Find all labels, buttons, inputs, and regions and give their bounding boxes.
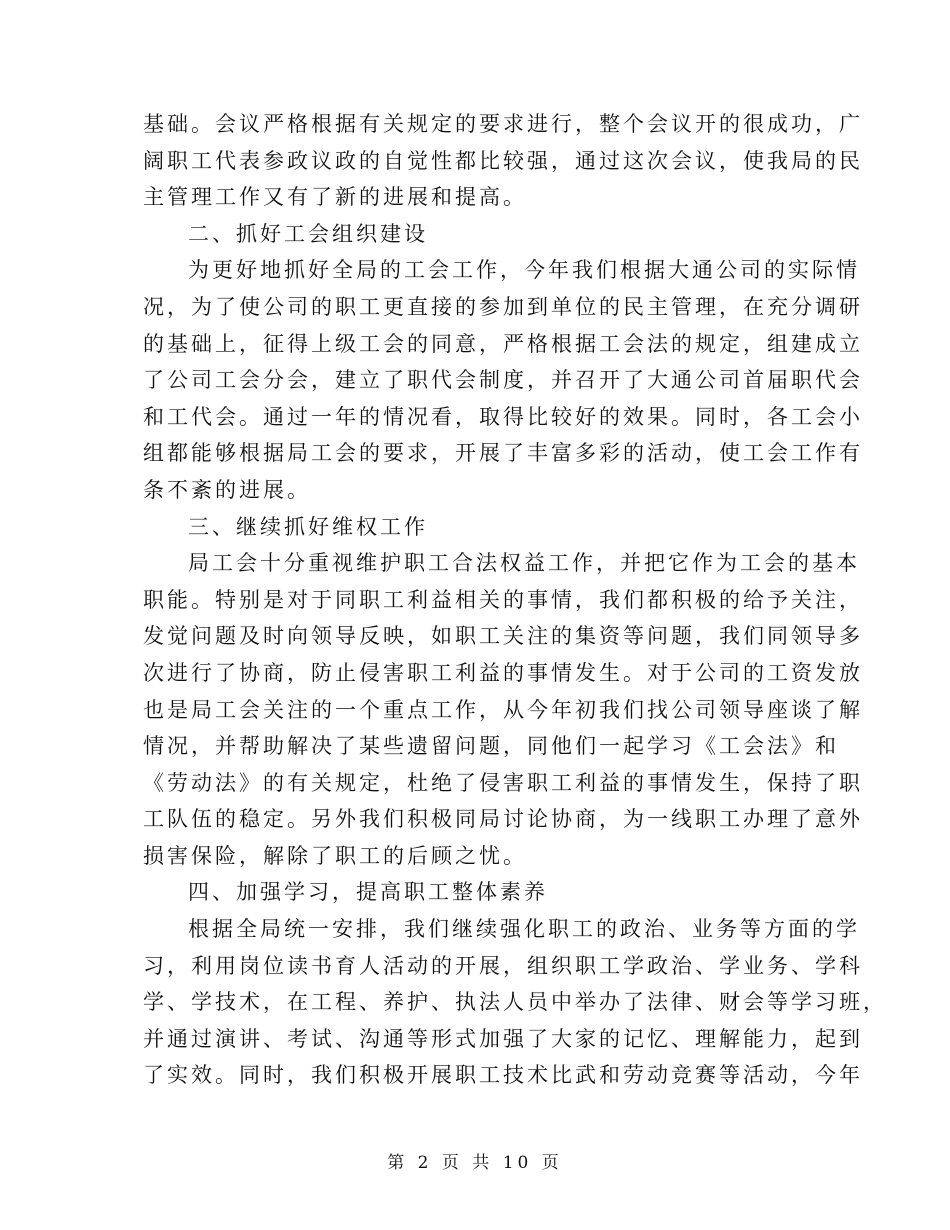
paragraph-line: 组都能够根据局工会的要求，开展了丰富多彩的活动，使工会工作有	[143, 441, 863, 466]
paragraph-line: 情况，并帮助解决了某些遗留问题，同他们一起学习《工会法》和	[143, 734, 839, 759]
paragraph-line: 了公司工会分会，建立了职代会制度，并召开了大通公司首届职代会	[143, 368, 863, 393]
paragraph-line: 条不紊的进展。	[143, 477, 311, 502]
paragraph-line-indented: 为更好地抓好全局的工会工作，今年我们根据大通公司的实际情	[188, 258, 860, 283]
paragraph-line: 次进行了协商，防止侵害职工利益的事情发生。对于公司的工资发放	[143, 660, 863, 685]
paragraph-line: 也是局工会关注的一个重点工作，从今年初我们找公司领导座谈了解	[143, 697, 863, 722]
paragraph-line: 学、学技术，在工程、养护、执法人员中举办了法律、财会等学习班，	[143, 990, 887, 1015]
paragraph-line: 工队伍的稳定。另外我们积极同局讨论协商，为一线职工办理了意外	[143, 807, 863, 832]
paragraph-line: 阔职工代表参政议政的自觉性都比较强，通过这次会议，使我局的民	[143, 148, 863, 173]
paragraph-line: 损害保险，解除了职工的后顾之忧。	[143, 843, 527, 868]
paragraph-line: 并通过演讲、考试、沟通等形式加强了大家的记忆、理解能力，起到	[143, 1026, 863, 1051]
paragraph-line: 《劳动法》的有关规定，杜绝了侵害职工利益的事情发生，保持了职	[143, 770, 863, 795]
paragraph-line: 发觉问题及时向领导反映，如职工关注的集资等问题，我们同领导多	[143, 624, 863, 649]
document-body	[143, 106, 887, 1094]
paragraph-line-indented: 局工会十分重视维护职工合法权益工作，并把它作为工会的基本	[188, 551, 860, 576]
paragraph-line: 习，利用岗位读书育人活动的开展，组织职工学政治、学业务、学科	[143, 953, 863, 978]
page-footer: 第 2 页 共 10 页	[387, 1153, 563, 1173]
paragraph-line: 况，为了使公司的职工更直接的参加到单位的民主管理，在充分调研	[143, 294, 863, 319]
paragraph-line: 职能。特别是对于同职工利益相关的事情，我们都积极的给予关注，	[143, 587, 863, 612]
paragraph-line: 和工代会。通过一年的情况看，取得比较好的效果。同时，各工会小	[143, 404, 863, 429]
paragraph-line: 的基础上，征得上级工会的同意，严格根据工会法的规定，组建成立	[143, 331, 863, 356]
paragraph-line-indented: 三、继续抓好维权工作	[188, 514, 428, 539]
paragraph-line: 主管理工作又有了新的进展和提高。	[143, 185, 527, 210]
paragraph-line-indented: 二、抓好工会组织建设	[188, 221, 428, 246]
paragraph-line-indented: 根据全局统一安排，我们继续强化职工的政治、业务等方面的学	[188, 917, 860, 942]
paragraph-line-indented: 四、加强学习，提高职工整体素养	[188, 880, 548, 905]
paragraph-line: 了实效。同时，我们积极开展职工技术比武和劳动竞赛等活动，今年	[143, 1063, 863, 1088]
paragraph-line: 基础。会议严格根据有关规定的要求进行，整个会议开的很成功，广	[143, 112, 863, 136]
